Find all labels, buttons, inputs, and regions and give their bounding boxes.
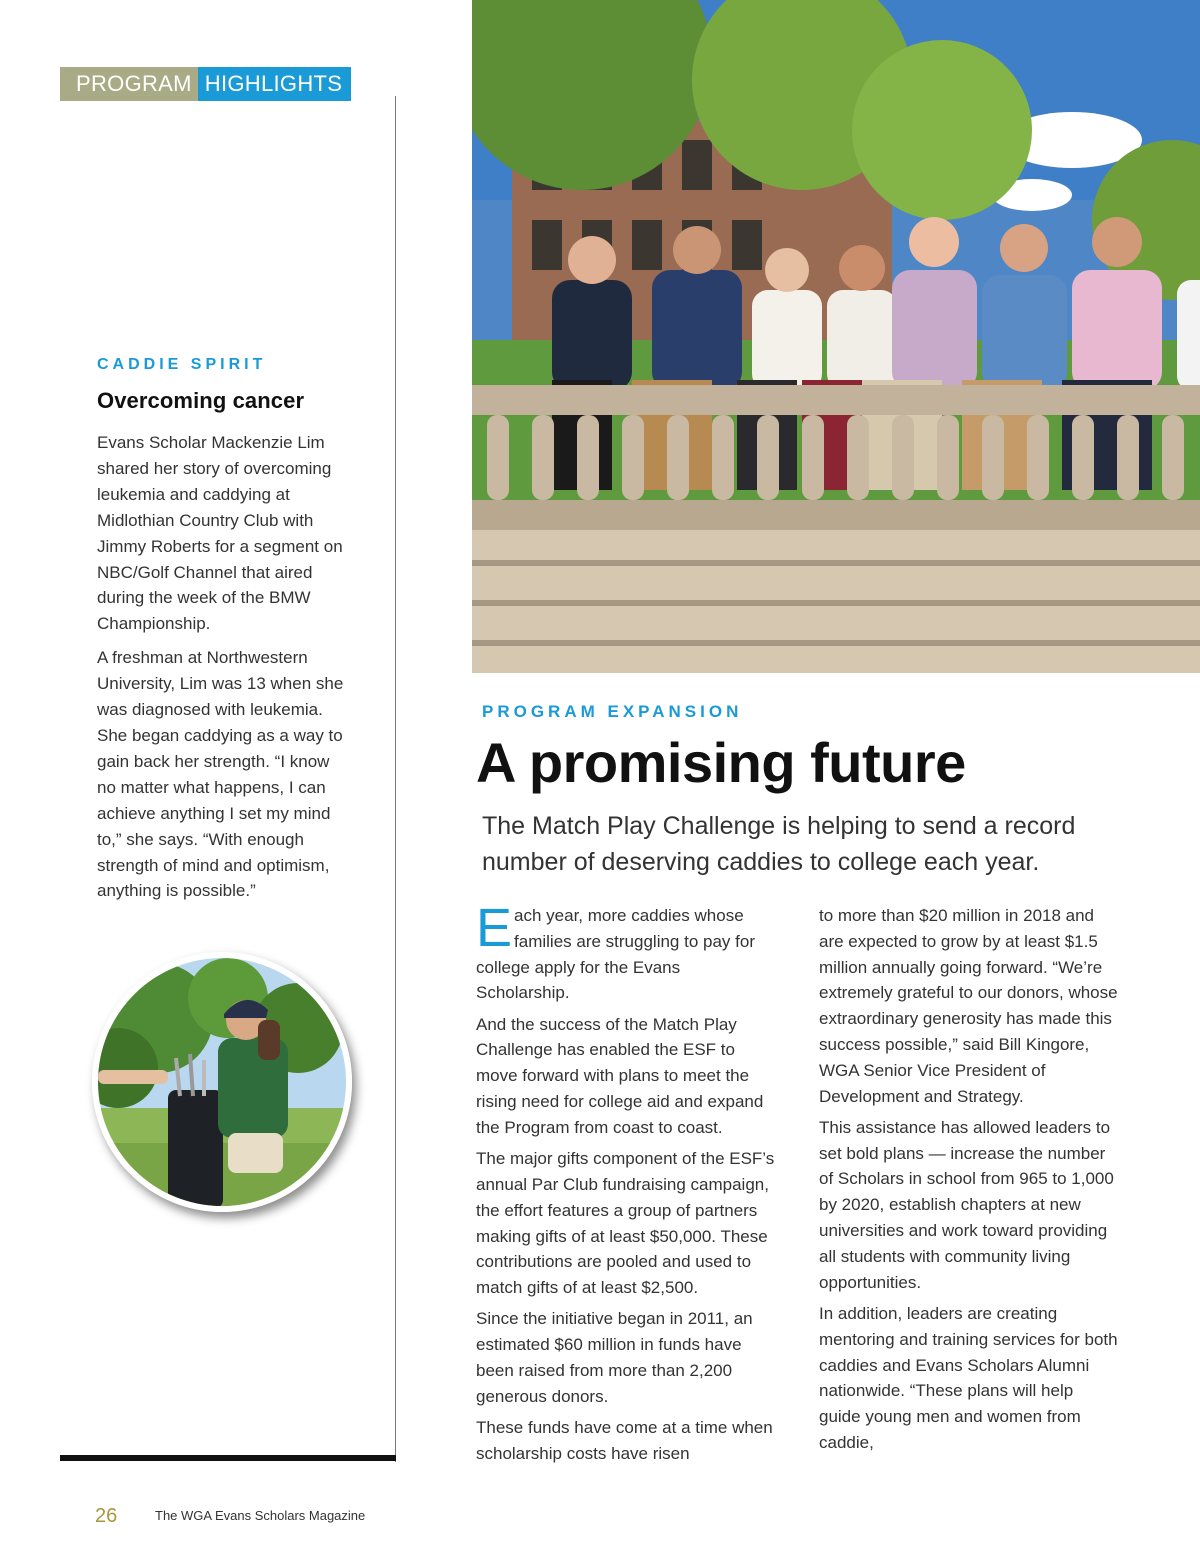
article-column-1 [476,898,776,1472]
article-paragraph: In addition, leaders are creating mentoring and training services for both caddies and Evans Scholars Alumni nationwide. “These plans will help guide young men and women from caddie, [819,1303,1118,1452]
sidebar-paragraph: A freshman at Northwestern University, Lim was 13 when she was diagnosed with leukemia. She began caddying as a way to gain back her strength. “I know no matter what happens, I can achieve anything I set my mind to,” she says. “With enough strength of mind and optimism, anything is possible.” [97,648,344,901]
bottom-rule [60,1455,396,1461]
article-deck: The Match Play Challenge is helping to send a record number of deserving caddies to college each year. [482,812,1076,876]
article-paragraph: And the success of the Match Play Challenge has enabled the ESF to move forward with plans to meet the rising need for college aid and expand the Program from coast to coast. [476,1014,764,1137]
article-paragraph [476,898,776,1006]
caddie-photo [92,952,352,1212]
page-number: 26 [95,1505,118,1527]
scholars-group-photo [472,0,1200,673]
drop-cap: E [476,898,513,958]
sidebar-paragraph: Evans Scholar Mackenzie Lim shared her story of overcoming leukemia and caddying at Midlothian Country Club with Jimmy Roberts for a segment on NBC/Golf Channel that aired during the week of the BMW Championship. [97,433,343,634]
article-paragraph: to more than $20 million in 2018 and are expected to grow by at least $1.5 million annually going forward. “We’re extremely grateful to our donors, whose extraordinary generosity has made this success possible,” said Bill Kingore, WGA Senior Vice President of Development and Strategy. [819,906,1118,1106]
section-tag-part1: PROGRAM [60,67,198,101]
article-paragraph: This assistance has allowed leaders to set bold plans — increase the number of Scholars in school from 965 to 1,000 by 2020, establish chapters at new universities and work toward providing all students with community living opportunities. [819,1117,1114,1292]
sidebar-kicker: CADDIE SPIRIT [97,356,267,373]
article-headline: A promising future [476,731,966,794]
sidebar-body [97,430,347,904]
article-paragraph: These funds have come at a time when scholarship costs have risen [476,1418,773,1463]
article-paragraph-text: ach year, more caddies whose families are struggling to pay for college apply for the Evans Scholarship. [476,906,755,1003]
article-kicker: PROGRAM EXPANSION [482,702,743,721]
scholars-group-photo-illustration [472,0,1200,673]
column-divider [395,96,396,1462]
article-paragraph: Since the initiative began in 2011, an estimated $60 million in funds have been raised from more than 2,200 generous donors. [476,1309,753,1406]
section-tag [60,67,351,101]
sidebar-title: Overcoming cancer [97,388,305,413]
caddie-photo-illustration [98,958,346,1206]
article-paragraph: The major gifts component of the ESF’s annual Par Club fundraising campaign, the effort features a group of partners making gifts of at least $50,000. These contributions are pooled and used to match gifts of at least $2,500. [476,1149,775,1298]
article-column-2 [819,903,1119,1461]
sidebar [97,356,347,912]
publication-title: The WGA Evans Scholars Magazine [155,1508,366,1523]
section-tag-part2: HIGHLIGHTS [198,67,351,101]
